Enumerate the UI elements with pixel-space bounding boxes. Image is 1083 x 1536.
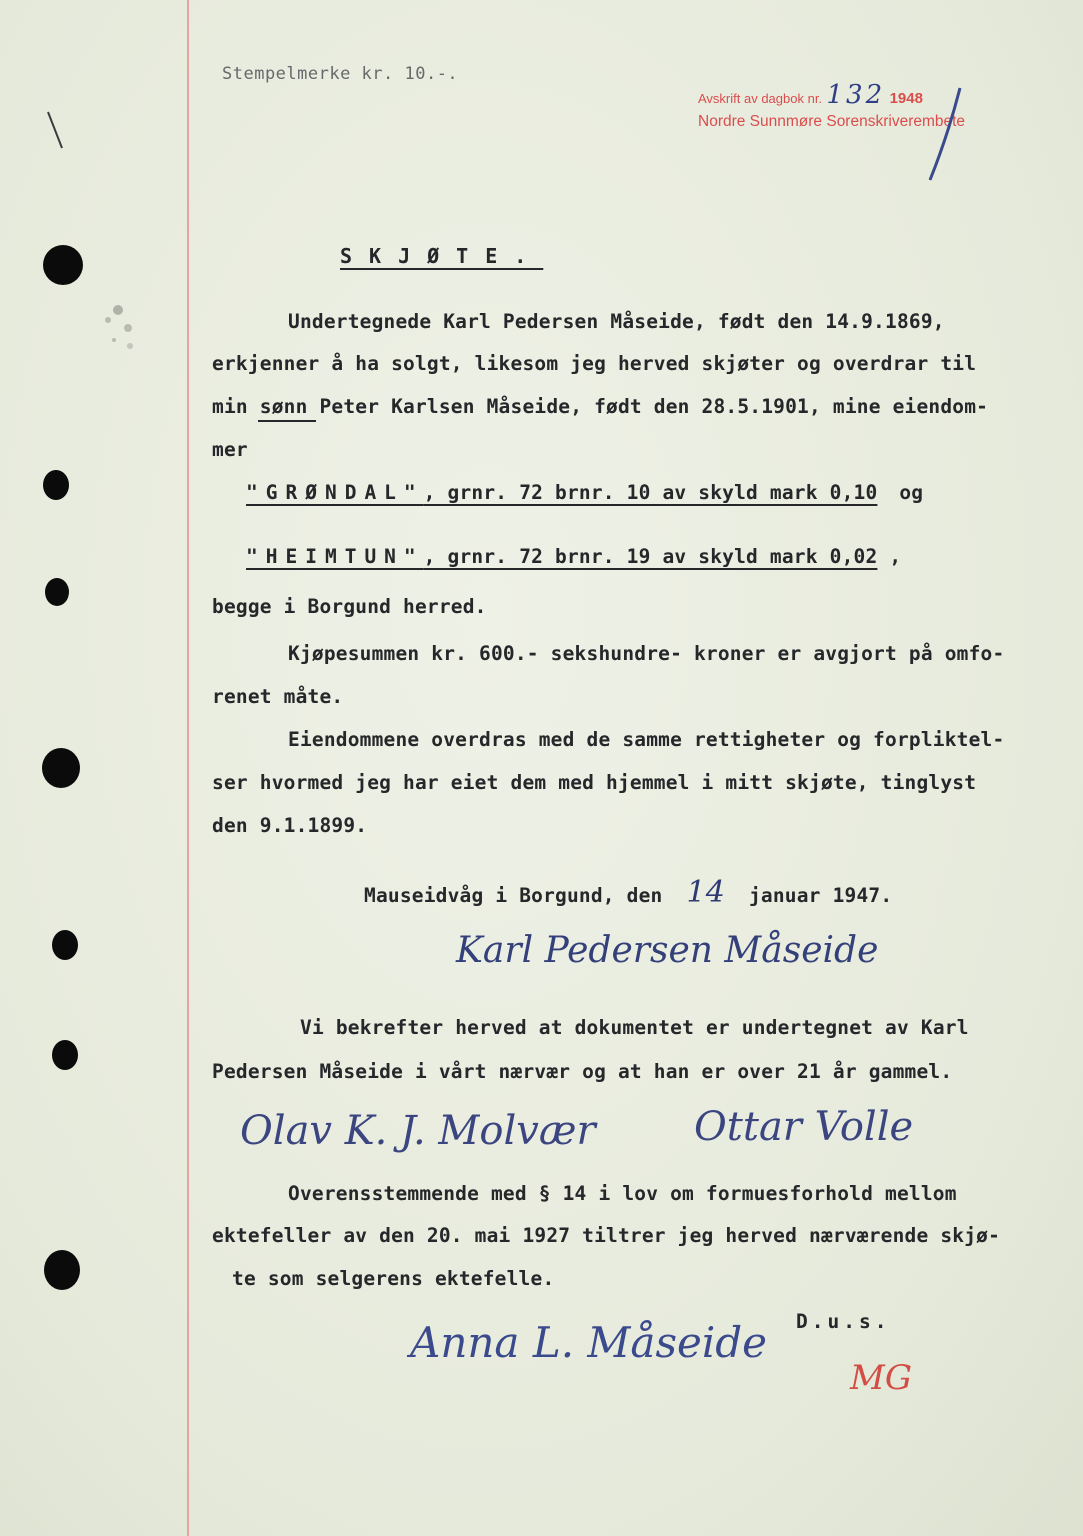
body-line: min sønn Peter Karlsen Måseide, født den 28.5.1901, mine eiendom- [212, 395, 989, 418]
witness-line: Vi bekrefter herved at dokumentet er undertegnet av Karl [300, 1016, 969, 1039]
punch-hole [42, 748, 80, 788]
punch-hole [43, 470, 69, 500]
margin-marks [40, 100, 180, 380]
body-line: Kjøpesummen kr. 600.- sekshundre- kroner er avgjort på omfo- [288, 642, 1005, 665]
stamp-duty-text: Stempelmerke kr. 10.-. [222, 64, 459, 84]
body-line: ser hvormed jeg har eiet dem med hjemmel i mitt skjøte, tinglyst [212, 771, 977, 794]
date-day: 14 [686, 875, 726, 910]
registry-stamp [698, 80, 923, 110]
document-title: SKJØTE. [340, 244, 544, 268]
body-line: den 9.1.1899. [212, 814, 368, 837]
underline-sonn [258, 420, 316, 422]
margin-line [187, 0, 189, 1536]
seller-signature: Karl Pedersen Måseide [456, 930, 879, 971]
dus-mark: D.u.s. [796, 1310, 891, 1333]
body-line: erkjenner å ha solgt, likesom jeg herved skjøter og overdrar til [212, 352, 977, 375]
body-line: Eiendommene overdras med de samme rettigheter og forpliktel- [288, 728, 1005, 751]
punch-hole [45, 578, 69, 606]
punch-hole [52, 1040, 78, 1070]
spouse-line: te som selgerens ektefelle. [232, 1267, 555, 1290]
witness-signature: Ottar Volle [694, 1104, 914, 1150]
property-details: , grnr. 72 brnr. 19 av skyld mark 0,02 [423, 545, 878, 568]
property-name: "HEIMTUN" [246, 545, 424, 568]
registry-office: Nordre Sunnmøre Sorenskriverembete [698, 113, 966, 130]
date-prefix: Mauseidvåg i Borgund, den [364, 884, 663, 907]
property-name: "GRØNDAL" [246, 481, 424, 504]
property-tail: , [889, 545, 902, 568]
clerk-initials: MG [850, 1358, 912, 1398]
spouse-line: Overensstemmende med § 14 i lov om formuesforhold mellom [288, 1182, 957, 1205]
witness-line: Pedersen Måseide i vårt nærvær og at han er over 21 år gammel. [212, 1060, 953, 1083]
body-line: renet måte. [212, 685, 344, 708]
registry-number: 132 [826, 80, 886, 110]
spouse-line: ektefeller av den 20. mai 1927 tiltrer jeg herved nærværende skjø- [212, 1224, 1001, 1247]
spouse-signature: Anna L. Måseide [410, 1318, 768, 1367]
body-line: mer [212, 438, 248, 461]
property-details: , grnr. 72 brnr. 10 av skyld mark 0,10 [423, 481, 878, 504]
property-tail: og [899, 481, 924, 504]
property-location: begge i Borgund herred. [212, 595, 487, 618]
date-line [364, 875, 892, 910]
witness-signature: Olav K. J. Molvær [240, 1108, 596, 1154]
registry-year: 1948 [889, 90, 923, 107]
property-heimtun [246, 545, 901, 568]
punch-hole [52, 930, 78, 960]
body-line: Undertegnede Karl Pedersen Måseide, født den 14.9.1869, [288, 310, 945, 333]
registry-stamp-prefix: Avskrift av dagbok nr. [698, 91, 823, 106]
property-grondal [246, 481, 923, 504]
date-suffix: januar 1947. [748, 884, 893, 907]
punch-hole [44, 1250, 80, 1290]
pen-tick-mark [900, 80, 980, 190]
